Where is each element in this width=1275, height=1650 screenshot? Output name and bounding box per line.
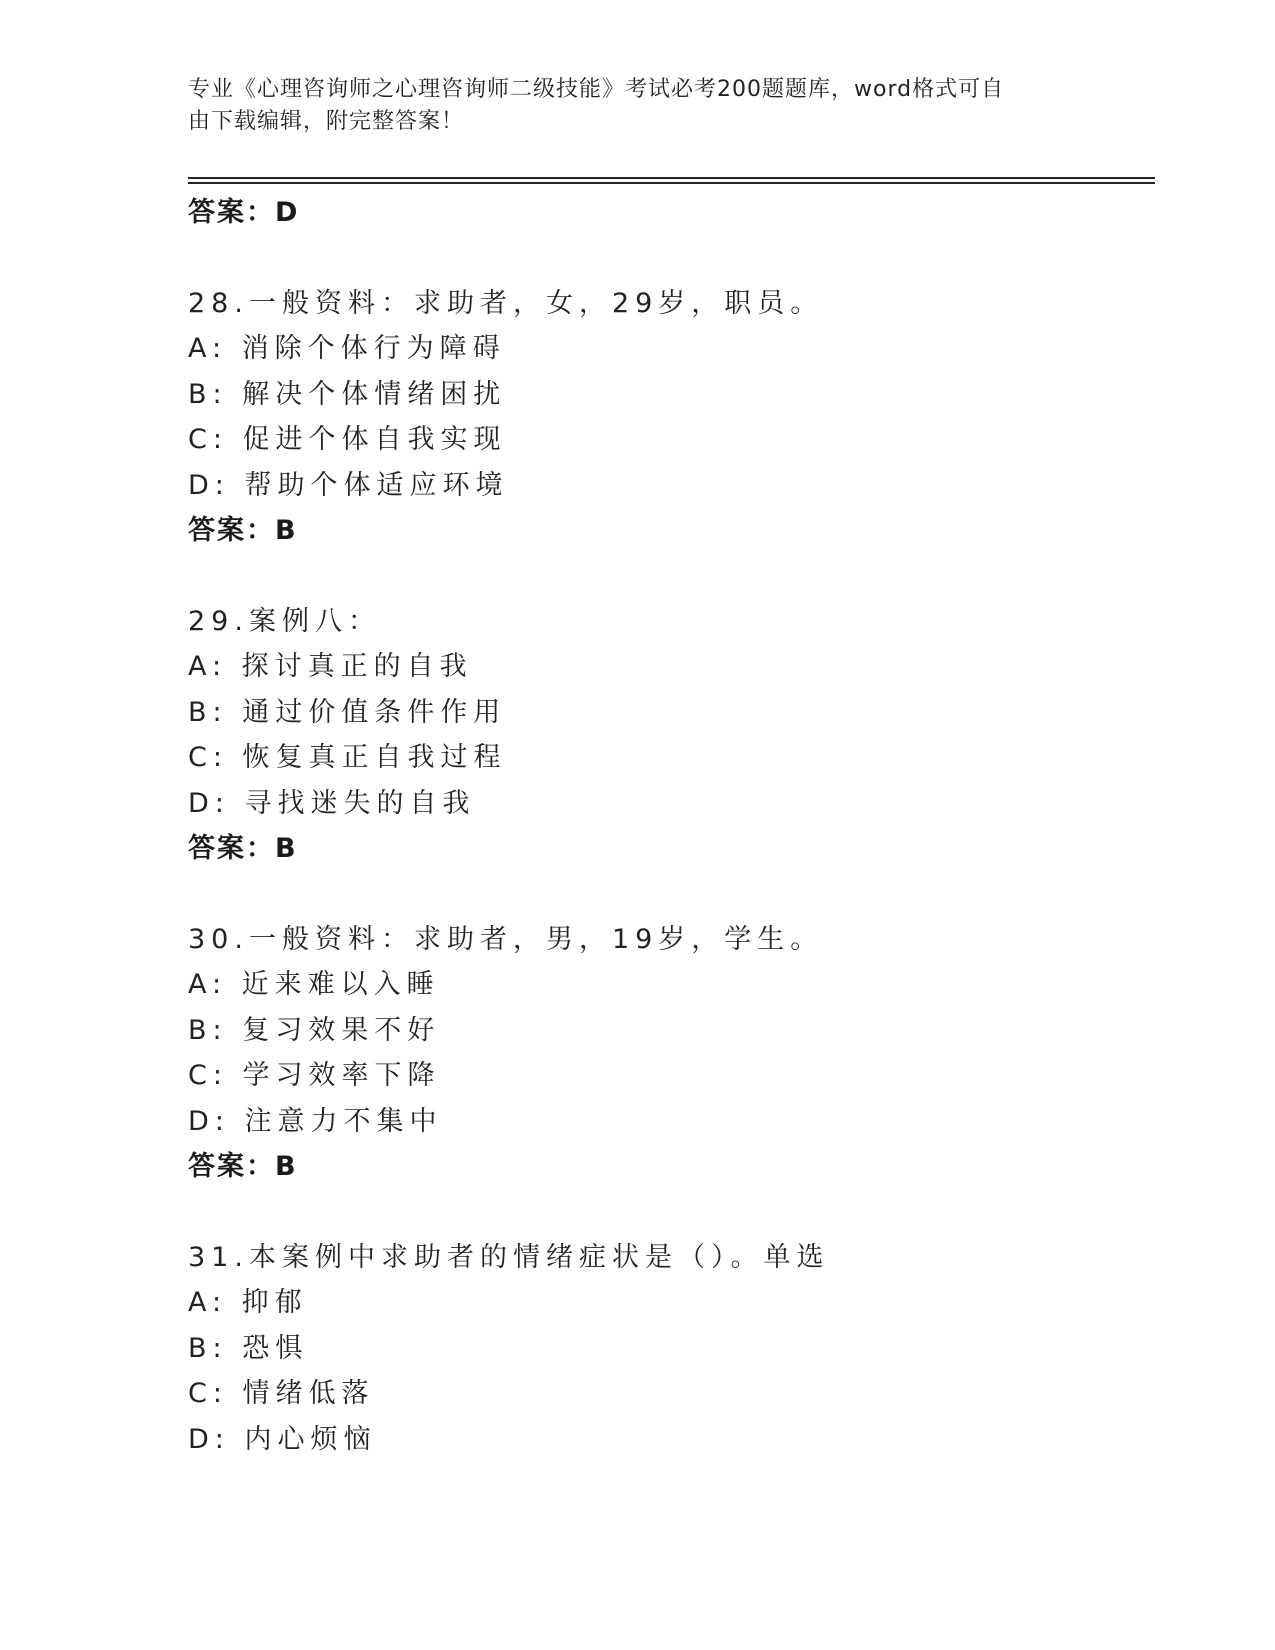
option-b: B: 解决个体情绪困扰 [188,378,507,410]
spacer [188,872,1138,917]
spacer [188,554,1138,599]
answer-text: 答案：B [188,1151,298,1182]
question-list [188,190,1138,1462]
header-divider-bottom [188,182,1155,184]
question-stem: 30.一般资料：求助者，男，19岁，学生。 [188,923,824,955]
option-c: C: 情绪低落 [188,1378,375,1409]
spacer [188,1190,1138,1235]
option-c: C: 促进个体自我实现 [188,424,507,455]
option-d: D: 帮助个体适应环境 [188,469,509,501]
question-block [188,281,1138,554]
option-b: B: 复习效果不好 [188,1014,441,1046]
question-stem: 31.本案例中求助者的情绪症状是（）。单选 [188,1241,830,1273]
question-block [188,917,1138,1190]
document-header [188,74,1088,138]
option-b: B: 恐惧 [188,1332,309,1364]
option-d: D: 寻找迷失的自我 [188,787,476,819]
header-line-1: 专业《心理咨询师之心理咨询师二级技能》考试必考200题题库，word格式可自 [188,77,1005,102]
option-d: D: 内心烦恼 [188,1423,377,1455]
question-stem: 28.一般资料：求助者，女，29岁，职员。 [188,287,824,319]
answer-text: 答案：D [188,197,300,228]
option-a: A: 抑郁 [188,1287,308,1318]
option-c: C: 学习效率下降 [188,1060,441,1091]
question-stem: 29.案例八： [188,605,381,637]
option-a: A: 近来难以入睡 [188,969,440,1000]
question-block [188,599,1138,872]
answer-text: 答案：B [188,515,298,546]
option-b: B: 通过价值条件作用 [188,696,507,728]
option-c: C: 恢复真正自我过程 [188,742,507,773]
option-a: A: 探讨真正的自我 [188,651,473,682]
question-block [188,1235,1138,1463]
spacer [188,236,1138,281]
option-d: D: 注意力不集中 [188,1105,443,1137]
option-a: A: 消除个体行为障碍 [188,333,506,364]
header-line-2: 由下载编辑，附完整答案！ [188,109,465,134]
header-divider-top [188,177,1155,179]
answer-text: 答案：B [188,833,298,864]
